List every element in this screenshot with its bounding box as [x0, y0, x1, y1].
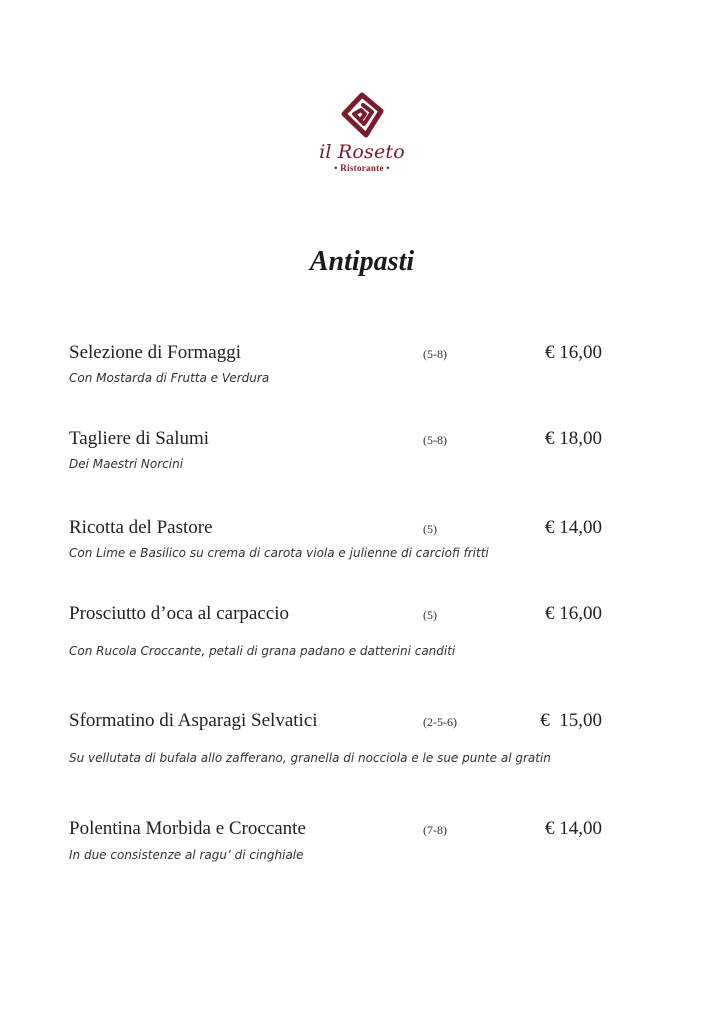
dish-price: € 16,00 [545, 342, 602, 363]
dish-description: Con Mostarda di Frutta e Verdura [69, 371, 270, 385]
dish-name: Sformatino di Asparagi Selvatici [69, 710, 318, 731]
menu-item [0, 710, 724, 770]
dish-name: Ricotta del Pastore [69, 517, 213, 538]
dish-name: Tagliere di Salumi [69, 428, 210, 449]
dish-price: € 15,00 [540, 710, 602, 731]
dish-price: € 14,00 [545, 517, 602, 538]
spiral-rose-icon [339, 92, 385, 138]
dish-allergens: (7-8) [423, 823, 447, 837]
dish-description: In due consistenze al ragu’ di cinghiale [69, 848, 304, 862]
menu-item [0, 818, 724, 878]
dish-name: Selezione di Formaggi [69, 342, 242, 363]
restaurant-logo [0, 92, 724, 174]
section-title: Antipasti [309, 246, 415, 277]
dish-name: Polentina Morbida e Croccante [69, 818, 306, 839]
dish-price: € 14,00 [545, 818, 602, 839]
dish-allergens: (5) [423, 608, 437, 622]
restaurant-subtitle: • Ristorante • [334, 163, 390, 173]
dish-price: € 16,00 [545, 603, 602, 624]
dish-description: Su vellutata di bufala allo zafferano, granella di nocciola e le sue punte al gratin [69, 751, 551, 765]
menu-item [0, 517, 724, 577]
dish-allergens: (5-8) [423, 347, 447, 361]
restaurant-name: il Roseto [319, 141, 405, 163]
dish-allergens: (2-5-6) [423, 715, 457, 729]
dish-name: Prosciutto d’oca al carpaccio [69, 603, 289, 624]
menu-item [0, 342, 724, 402]
dish-description: Dei Maestri Norcini [69, 457, 184, 471]
dish-description: Con Lime e Basilico su crema di carota viola e julienne di carciofi fritti [69, 546, 489, 560]
dish-description: Con Rucola Croccante, petali di grana padano e datterini canditi [69, 644, 456, 658]
menu-item [0, 603, 724, 663]
dish-price: € 18,00 [545, 428, 602, 449]
menu-item [0, 428, 724, 488]
dish-allergens: (5) [423, 522, 437, 536]
dish-allergens: (5-8) [423, 433, 447, 447]
